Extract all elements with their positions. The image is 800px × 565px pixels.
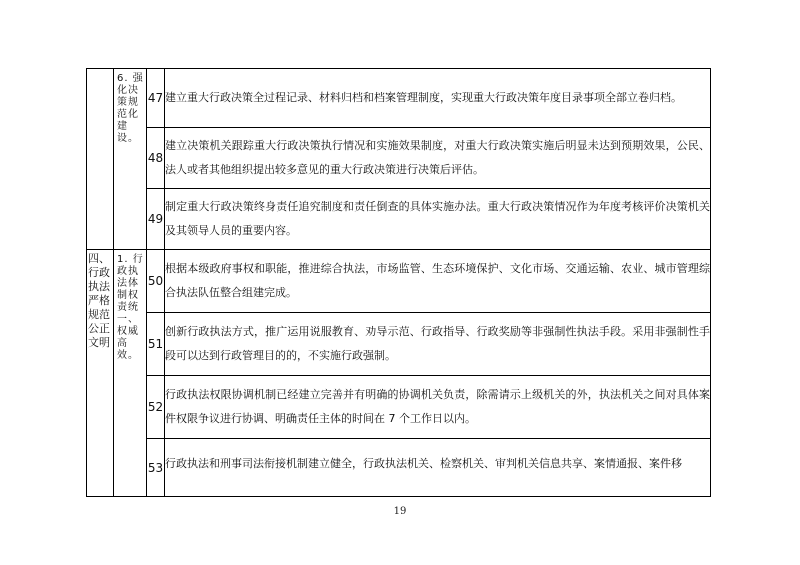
- item-number: 47: [147, 69, 165, 128]
- subcategory-cell: [114, 69, 147, 250]
- table-row: [87, 189, 711, 250]
- subcategory-text: 1. 行政执法体制权责统一、权威高效。: [117, 254, 144, 361]
- table-row: [87, 69, 711, 128]
- item-number: 51: [147, 313, 165, 376]
- page-number: 19: [393, 506, 407, 517]
- item-content: 建立决策机关跟踪重大行政决策执行情况和实施效果制度，对重大行政决策实施后明显未达到预期效果，公民、法人或者其他组织提出较多意见的重大行政决策进行决策后评估。: [165, 128, 711, 189]
- item-number: 53: [147, 439, 165, 497]
- category-cell: [87, 250, 114, 497]
- item-content: 制定重大行政决策终身责任追究制度和责任倒查的具体实施办法。重大行政决策情况作为年度考核评价决策机关及其领导人员的重要内容。: [165, 189, 711, 250]
- subcategory-cell: [114, 250, 147, 497]
- table-row: [87, 128, 711, 189]
- item-number: 50: [147, 250, 165, 313]
- table-row: [87, 250, 711, 313]
- item-content: 行政执法和刑事司法衔接机制建立健全，行政执法机关、检察机关、审判机关信息共享、案情通报、案件移: [165, 439, 711, 497]
- subcategory-text: 6. 强化决策规范化建设。: [117, 73, 144, 144]
- category-text: 四、行政执法严格规范公正文明: [88, 252, 110, 349]
- item-content: 行政执法权限协调机制已经建立完善并有明确的协调机关负责，除需请示上级机关的外，执法机关之间对具体案件权限争议进行协调、明确责任主体的时间在 7 个工作日以内。: [165, 376, 711, 439]
- item-content: 建立重大行政决策全过程记录、材料归档和档案管理制度，实现重大行政决策年度目录事项全部立卷归档。: [165, 69, 711, 128]
- item-number: 48: [147, 128, 165, 189]
- category-cell-empty: [87, 69, 114, 250]
- indicator-table: [86, 68, 711, 497]
- table-row: [87, 376, 711, 439]
- item-number: 49: [147, 189, 165, 250]
- table-row: [87, 313, 711, 376]
- item-content: 根据本级政府事权和职能，推进综合执法，市场监管、生态环境保护、文化市场、交通运输、农业、城市管理综合执法队伍整合组建完成。: [165, 250, 711, 313]
- table-row: [87, 439, 711, 497]
- item-content: 创新行政执法方式，推广运用说服教育、劝导示范、行政指导、行政奖励等非强制性执法手段。采用非强制性手段可以达到行政管理目的的，不实施行政强制。: [165, 313, 711, 376]
- item-number: 52: [147, 376, 165, 439]
